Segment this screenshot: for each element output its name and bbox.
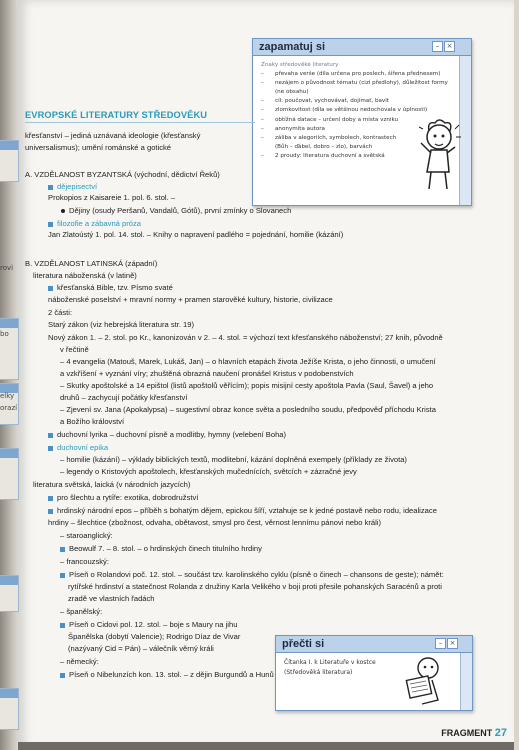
left-margin-text-4: orazí	[0, 404, 18, 412]
text-line: Starý zákon (viz hebrejská literatura str. 19)	[48, 320, 195, 329]
remember-item-text: zlomkovitost (díla se většinou nedochovala v úplnosti)	[275, 107, 428, 114]
remember-item-text: záliba v alegoriích, symbolech, kontrastech	[275, 134, 397, 141]
bullet-icon	[48, 286, 53, 291]
text-line: – staroanglický:	[60, 531, 113, 540]
text-line: filozofie a zábavná próza	[57, 219, 142, 228]
left-window-stub-4	[0, 448, 19, 500]
text-line: – homilie (kázání) – výklady biblických textů, modlitební, kázání doplněná exempely (příklady ze života)	[60, 455, 407, 464]
read-text: Čítanka I. k Literatuře v kostce	[284, 659, 376, 666]
dash-icon: –	[261, 80, 264, 87]
left-margin-text-2: bo	[0, 330, 9, 338]
dash-icon: –	[261, 134, 264, 141]
text-line: Prokopios z Kaisareie 1. pol. 6. stol. –	[48, 193, 176, 202]
text-line: a Božího království	[60, 417, 125, 426]
text-line: náboženské poselství + mravní normy + pramen starověké kultury, historie, civilizace	[48, 295, 333, 304]
text-line: – španělský:	[60, 607, 103, 616]
remember-item	[261, 61, 456, 70]
dash-icon: –	[261, 71, 264, 78]
remember-item-text: nezájem o původnost tématu (cizí předlohy), důležitost formy	[275, 80, 448, 87]
minimize-icon[interactable]: –	[435, 638, 446, 649]
bullet-icon	[48, 446, 53, 451]
page-footer	[441, 727, 507, 739]
left-margin-text-1: rovi	[0, 264, 14, 272]
window-controls	[432, 41, 455, 52]
remember-titlebar	[253, 39, 471, 56]
text-line: – 4 evangelia (Matouš, Marek, Lukáš, Jan) – o hlavních etapách života Ježíše Krista, o jeho činnosti, o umučení	[60, 357, 436, 366]
text-line: Španělska (dobytí Valencie); Rodrigo Díaz de Vivar	[68, 632, 241, 641]
text-line: Beowulf 7. – 8. stol. – o hrdinských činech titulního hrdiny	[69, 544, 262, 553]
remember-item	[261, 88, 456, 97]
text-line: hrdiny – šlechtice (zbožnost, odvaha, obětavost, smysl pro čest, věrnost lennímu pánovi nebo králi)	[48, 518, 382, 527]
dash-icon: –	[261, 98, 264, 105]
bottom-edge	[18, 742, 514, 750]
left-window-stub-5	[0, 575, 19, 612]
read-scrollbar[interactable]	[460, 653, 472, 710]
text-line: literatura světská, laická (v národních jazycích)	[33, 480, 191, 489]
dash-icon: –	[261, 152, 264, 159]
read-text-2: (Středověká literatura)	[284, 669, 353, 676]
remember-title: zapamatuj si	[259, 41, 326, 53]
text-line: universalismus); umění románské a gotické	[25, 143, 172, 152]
text-line: křesťanství – jediná uznávaná ideologie (křesťanský	[25, 131, 201, 140]
text-line: – Zjevení sv. Jana (Apokalypsa) – sugestivní obraz konce světa a posledního soudu, předpověď příchodu Krista	[60, 405, 436, 414]
page-number: 27	[494, 727, 507, 739]
text-line: a vzkříšení + vyznání víry; zhuštěná obrazná naučení pronášel Kristus v podobenstvích	[60, 369, 354, 378]
text-line: v řečtině	[60, 345, 89, 354]
text-line: Píseň o Nibelunzích kon. 13. stol. – z dějin Burgundů a Hunů	[69, 670, 274, 679]
remember-item-text: obtížná datace – určení doby a místa vzniku	[275, 116, 399, 123]
text-line: zradě ve vlastních řadách	[68, 594, 155, 603]
read-title: přečti si	[282, 638, 325, 650]
remember-item-text: (ne obsahu)	[275, 89, 309, 96]
text-line: – francouzský:	[60, 557, 109, 566]
read-titlebar	[276, 636, 472, 653]
bullet-icon	[48, 433, 53, 438]
read-window-controls	[435, 638, 458, 649]
text-line: A. VZDĚLANOST BYZANTSKÁ (východní, dědictví Řeků)	[25, 170, 220, 179]
minimize-icon[interactable]: –	[432, 41, 443, 52]
bullet-icon	[48, 185, 53, 190]
section-heading: EVROPSKÉ LITERATURY STŘEDOVĚKU	[25, 110, 208, 120]
text-line: 2 části:	[48, 308, 73, 317]
text-line: literatura náboženská (v latině)	[33, 271, 137, 280]
bullet-icon	[48, 222, 53, 227]
dot-bullet-icon	[61, 209, 65, 213]
text-line: (nazývaný Cid = Pán) – válečník věrný králi	[68, 644, 214, 653]
text-line: B. VZDĚLANOST LATINSKÁ (západní)	[25, 259, 158, 268]
close-icon[interactable]: ×	[447, 638, 458, 649]
text-line: pro šlechtu a rytíře: exotika, dobrodružství	[57, 493, 199, 502]
text-line: Píseň o Cidovi pol. 12. stol. – boje s Maury na jihu	[69, 620, 238, 629]
remember-item-text: cíl: poučovat, vychovávat, dojímat, bavit	[275, 98, 389, 105]
text-line: duchovní epika	[57, 443, 109, 452]
bullet-icon	[60, 673, 65, 678]
text-line: rytířské hrdinství a statečnost Rolanda z družiny Karla Velikého v boji proti přesile pohanských Saracénů a proti	[68, 582, 442, 591]
dash-icon: –	[261, 125, 264, 132]
brand-label: FRAGMENT	[441, 728, 493, 738]
read-content	[284, 658, 376, 678]
text-line: Jan Zlatoústý 1. pol. 14. stol. – Knihy o napravení padlého = pojednání, homilie (kázání)	[48, 230, 344, 239]
text-line: druhů – zachycují počátky křesťanství	[60, 393, 188, 402]
left-margin-text-3: elky	[0, 392, 15, 400]
bullet-icon	[60, 573, 65, 578]
text-line: dějepisectví	[57, 182, 98, 191]
dash-icon: –	[261, 116, 264, 123]
text-line: hrdinský národní epos – příběh s bohatým dějem, epickou šíří, vztahuje se k jedné postavě nebo rodu, idealizace	[57, 506, 437, 515]
cartoon-reader-icon	[402, 654, 452, 709]
text-line: Nový zákon 1. – 2. stol. po Kr., kanonizován v 2. – 4. stol. = výchozí text křesťanského náboženství; 27 knih, původně	[48, 333, 443, 342]
bullet-icon	[60, 547, 65, 552]
cartoon-thinker-icon	[415, 117, 465, 197]
text-line: Píseň o Rolandovi poč. 12. stol. – součást tzv. karolinského cyklu (písně o činech – chansons de geste); námět:	[69, 570, 444, 579]
remember-item-text: anonymita autora	[275, 125, 325, 132]
remember-item	[261, 97, 456, 106]
text-line: – německý:	[60, 657, 99, 666]
text-line: duchovní lyrika – duchovní písně a modlitby, hymny (velebení Boha)	[57, 430, 287, 439]
text-line: – legendy o Kristových apoštolech, křesťanských mučednících, světcích + zázračné jevy	[60, 467, 357, 476]
close-icon[interactable]: ×	[444, 41, 455, 52]
text-line: křesťanská Bible, tzv. Písmo svaté	[57, 283, 173, 292]
bullet-icon	[48, 496, 53, 501]
remember-item	[261, 106, 456, 115]
remember-item	[261, 70, 456, 79]
remember-item	[261, 79, 456, 88]
remember-item-text: Znaky středověké literatury	[261, 62, 339, 68]
left-window-stub-1	[0, 140, 19, 182]
bullet-icon	[48, 509, 53, 514]
remember-window	[252, 38, 472, 206]
left-window-stub-6	[0, 688, 19, 730]
remember-item-text: 2 proudy: literatura duchovní a světská	[275, 152, 385, 159]
heading-rule	[25, 122, 255, 123]
text-line: – Skutky apoštolské a 14 epištol (listů apoštolů věřícím); popis misijní cesty apoštola Pavla (Saul, Šavel) a jeho	[60, 381, 434, 390]
remember-item-text: převaha verše (díla určena pro poslech, šířena přednesem)	[275, 71, 441, 78]
dash-icon: –	[261, 107, 264, 114]
text-line: Dějiny (osudy Peršanů, Vandalů, Gótů), první zmínky o Slovanech	[69, 206, 292, 215]
read-window	[275, 635, 473, 711]
remember-item-text: (Bůh – ďábel, dobro – zlo), barvách	[275, 143, 373, 150]
left-window-stub-2	[0, 318, 19, 380]
bullet-icon	[60, 623, 65, 628]
